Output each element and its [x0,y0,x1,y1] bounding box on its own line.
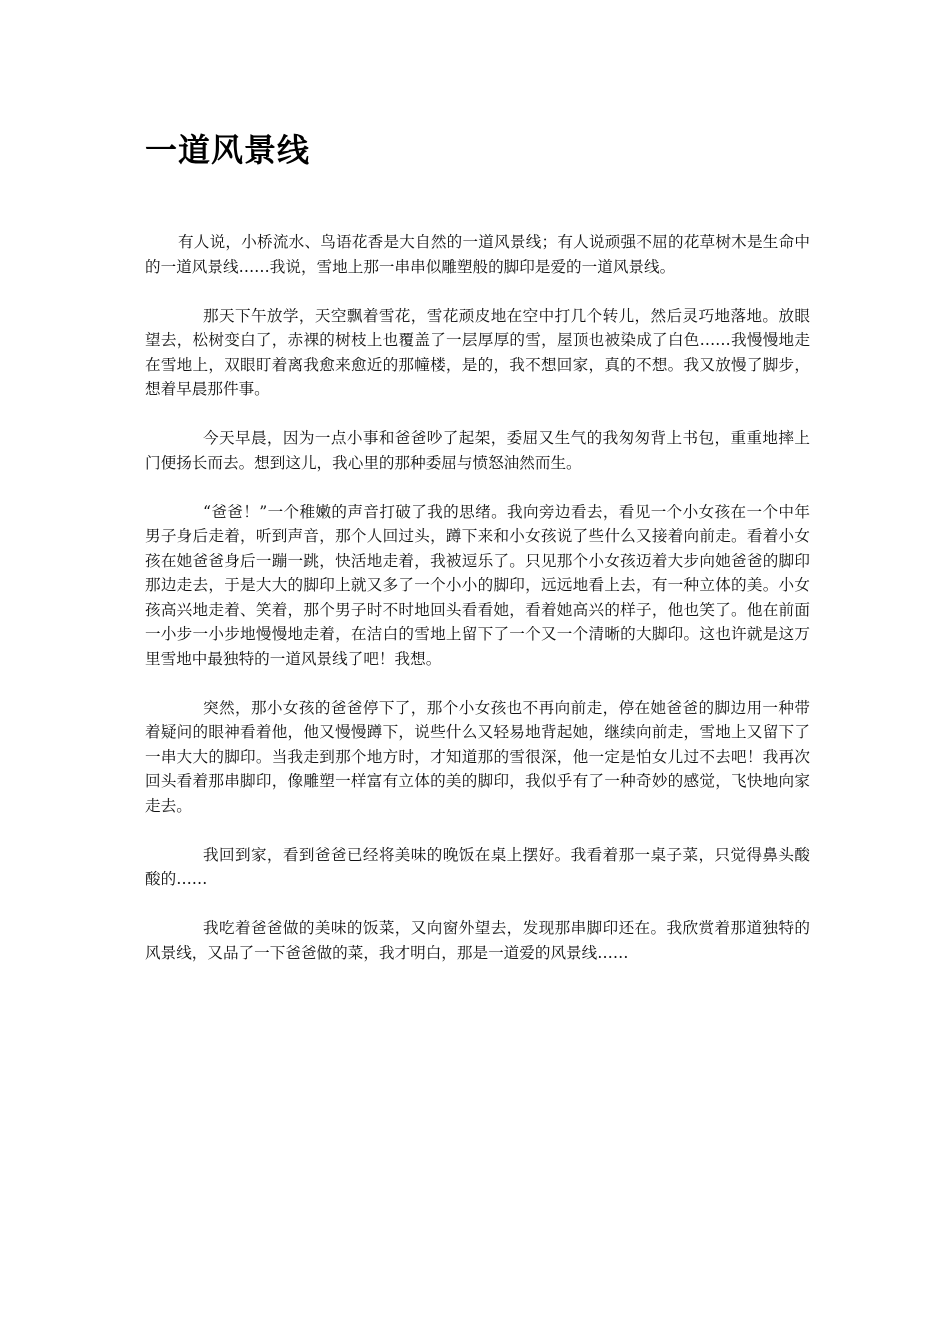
paragraph-6: 我回到家，看到爸爸已经将美味的晚饭在桌上摆好。我看着那一桌子菜，只觉得鼻头酸酸的…… [145,845,810,888]
paragraph-3: 今天早晨，因为一点小事和爸爸吵了起架，委屈又生气的我匆匆背上书包，重重地摔上门便扬长而去。想到这儿，我心里的那种委屈与愤怒油然而生。 [145,429,810,472]
paragraph-7: 我吃着爸爸做的美味的饭菜，又向窗外望去，发现那串脚印还在。我欣赏着那道独特的风景线，又品了一下爸爸做的菜，我才明白，那是一道爱的风景线…… [145,919,810,962]
paragraph-4: “爸爸！”一个稚嫩的声音打破了我的思绪。我向旁边看去，看见一个小女孩在一个中年男子身后走着，听到声音，那个人回过头，蹲下来和小女孩说了些什么又接着向前走。看着小女孩在她爸爸身后一蹦一跳，快活地走着，我被逗乐了。只见那个小女孩迈着大步向她爸爸的脚印那边走去，于是大大的脚印上就又多了一个小小的脚印，远远地看上去，有一种立体的美。小女孩高兴地走着、笑着，那个男子时不时地回头看看她，看着她高兴的样子，他也笑了。他在前面一小步一小步地慢慢地走着，在洁白的雪地上留下了一个又一个清晰的大脚印。这也许就是这万里雪地中最独特的一道风景线了吧！我想。 [145,502,810,668]
paragraph-5: 突然，那小女孩的爸爸停下了，那个小女孩也不再向前走，停在她爸爸的脚边用一种带着疑问的眼神看着他，他又慢慢蹲下，说些什么又轻易地背起她，继续向前走，雪地上又留下了一串大大的脚印。当我走到那个地方时，才知道那的雪很深，他一定是怕女儿过不去吧！我再次回头看着那串脚印，像雕塑一样富有立体的美的脚印，我似乎有了一种奇妙的感觉，飞快地向家走去。 [145,698,810,815]
document-page [145,122,810,990]
document-title: 一道风景线 [145,131,311,169]
paragraph-2: 那天下午放学，天空飘着雪花，雪花顽皮地在空中打几个转儿，然后灵巧地落地。放眼望去，松树变白了，赤裸的树枝上也覆盖了一层厚厚的雪，屋顶也被染成了白色……我慢慢地走在雪地上，双眼盯着离我愈来愈近的那幢楼，是的，我不想回家，真的不想。我又放慢了脚步，想着早晨那件事。 [145,306,810,398]
paragraph-1: 有人说，小桥流水、鸟语花香是大自然的一道风景线；有人说顽强不屈的花草树木是生命中的一道风景线……我说，雪地上那一串串似雕塑般的脚印是爱的一道风景线。 [145,233,810,276]
